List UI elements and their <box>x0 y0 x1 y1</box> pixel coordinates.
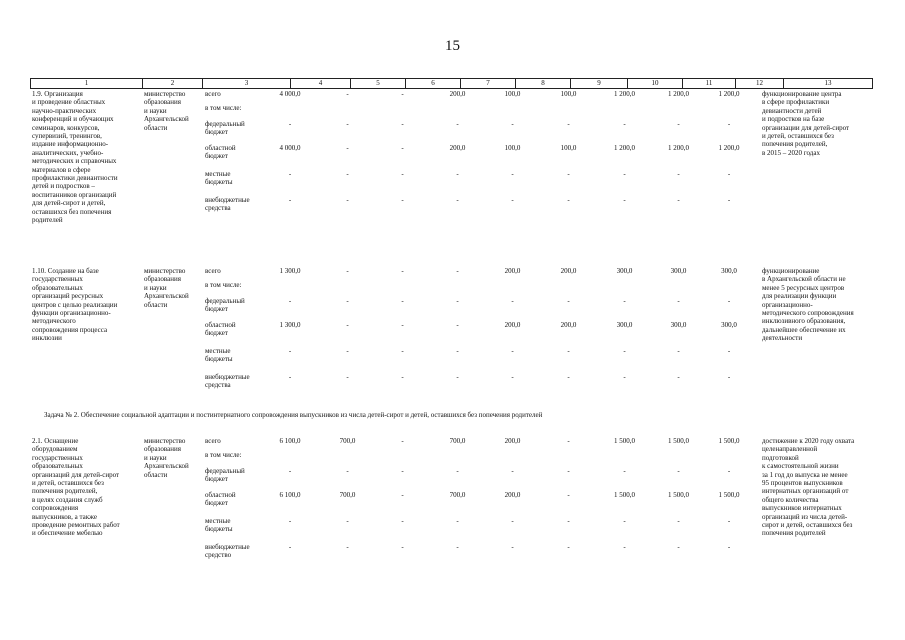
funding-value: 700,0 <box>449 437 466 445</box>
funding-value: - <box>401 120 404 128</box>
funding-source-label: областной бюджет <box>205 144 236 161</box>
funding-value: - <box>511 543 514 551</box>
funding-value: - <box>401 467 404 475</box>
funding-value: - <box>677 120 680 128</box>
funding-value: - <box>401 170 404 178</box>
funding-value: - <box>511 517 514 525</box>
funding-source-label: федеральный бюджет <box>205 467 245 484</box>
funding-value: 6 100,0 <box>279 491 301 499</box>
measure-result: достижение к 2020 году охвата целенаправленной подготовкой к самостоятельной жизни за 1 год до выпуска не менее 95 процентов выпускников интернатных организаций от общего количества выпускников интернатных организаций из числа детей- сирот и детей, оставшихся без попечения родителей <box>762 437 855 538</box>
funding-value: - <box>401 90 404 98</box>
funding-value: - <box>456 543 459 551</box>
funding-value: - <box>401 517 404 525</box>
funding-source-label: всего <box>205 267 221 275</box>
measure-result: функционирование центра в сфере профилактики девиантности детей и подростков на базе организации для детей-сирот и детей, оставшихся без попечения родителей, в 2015 – 2020 годах <box>762 90 850 157</box>
funding-value: - <box>567 437 570 445</box>
funding-value: - <box>727 196 731 204</box>
funding-value: - <box>456 517 459 525</box>
funding-value: - <box>346 144 349 152</box>
funding-value: - <box>288 347 292 355</box>
funding-value: 1 500,0 <box>718 437 740 445</box>
measure-name: 1.10. Создание на базе государственных образовательных организаций ресурсных центров с целью реализации функции организационно- методического сопровождения процесса инклюзии <box>32 267 118 343</box>
funding-source-label: внебюджетные средство <box>205 543 250 560</box>
funding-value: - <box>288 373 292 381</box>
funding-value: 700,0 <box>449 491 466 499</box>
funding-value: - <box>401 373 404 381</box>
funding-value: - <box>401 321 404 329</box>
funding-value: 100,0 <box>504 90 521 98</box>
funding-value: - <box>288 517 292 525</box>
funding-value: - <box>288 297 292 305</box>
funding-value: - <box>401 267 404 275</box>
funding-value: 1 300,0 <box>279 321 301 329</box>
funding-value: 6 100,0 <box>279 437 301 445</box>
funding-value: - <box>401 297 404 305</box>
funding-value: - <box>456 347 459 355</box>
funding-value: - <box>677 517 680 525</box>
funding-value: - <box>511 297 514 305</box>
funding-value: - <box>346 321 349 329</box>
funding-value: - <box>677 347 680 355</box>
funding-value: - <box>401 491 404 499</box>
funding-value: 200,0 <box>504 267 521 275</box>
funding-value: - <box>623 467 626 475</box>
funding-value: 1 200,0 <box>718 144 740 152</box>
measure-result: функционирование в Архангельской области не менее 5 ресурсных центров для реализации функции организационно- методического сопровождения инклюзивного образования, дальнейшее обеспечение их деятельности <box>762 267 854 343</box>
funding-value: - <box>677 170 680 178</box>
funding-value: 200,0 <box>449 144 466 152</box>
funding-value: 1 200,0 <box>614 90 635 98</box>
funding-value: 1 200,0 <box>668 144 689 152</box>
funding-value: 200,0 <box>504 491 521 499</box>
funding-value: - <box>511 347 514 355</box>
funding-value: - <box>727 170 731 178</box>
funding-value: - <box>346 196 349 204</box>
funding-value: - <box>288 467 292 475</box>
funding-value: - <box>288 543 292 551</box>
funding-source-label: внебюджетные средства <box>205 373 250 390</box>
funding-source-label: областной бюджет <box>205 321 236 338</box>
funding-value: - <box>401 437 404 445</box>
funding-value: - <box>288 120 292 128</box>
funding-value: 300,0 <box>616 267 633 275</box>
funding-value: 300,0 <box>670 267 687 275</box>
funding-value: - <box>346 347 349 355</box>
column-header: 8 <box>515 79 570 88</box>
funding-value: - <box>456 373 459 381</box>
funding-value: 1 200,0 <box>614 144 635 152</box>
funding-value: - <box>567 543 570 551</box>
funding-value: - <box>727 467 731 475</box>
funding-value: - <box>346 297 349 305</box>
funding-source-label: местные бюджеты <box>205 347 233 364</box>
funding-value: - <box>677 467 680 475</box>
funding-value: 700,0 <box>339 437 356 445</box>
funding-value: - <box>346 517 349 525</box>
funding-value: - <box>511 120 514 128</box>
funding-value: - <box>567 196 570 204</box>
funding-value: - <box>727 120 731 128</box>
funding-value: - <box>727 347 731 355</box>
funding-value: - <box>346 120 349 128</box>
funding-source-label: местные бюджеты <box>205 170 233 187</box>
column-header: 5 <box>350 79 405 88</box>
funding-value: - <box>456 170 459 178</box>
funding-value: - <box>727 517 731 525</box>
funding-value: - <box>288 196 292 204</box>
funding-value: - <box>567 120 570 128</box>
funding-value: - <box>456 297 459 305</box>
funding-value: 4 000,0 <box>279 90 301 98</box>
funding-value: - <box>623 373 626 381</box>
funding-value: 200,0 <box>560 321 577 329</box>
funding-value: - <box>623 196 626 204</box>
column-header: 3 <box>202 79 290 88</box>
funding-value: - <box>511 467 514 475</box>
funding-source-label: внебюджетные средства <box>205 196 250 213</box>
funding-source-label: федеральный бюджет <box>205 120 245 137</box>
funding-value: - <box>567 467 570 475</box>
funding-value: 100,0 <box>504 144 521 152</box>
funding-source-label: областной бюджет <box>205 491 236 508</box>
column-header: 10 <box>627 79 682 88</box>
column-header: 11 <box>682 79 735 88</box>
funding-value: - <box>456 267 459 275</box>
column-header: 12 <box>735 79 783 88</box>
funding-value: - <box>346 543 349 551</box>
funding-value: - <box>567 170 570 178</box>
funding-value: - <box>677 196 680 204</box>
funding-value: 1 200,0 <box>668 90 689 98</box>
funding-value: - <box>456 321 459 329</box>
funding-value: - <box>623 120 626 128</box>
funding-value: - <box>677 297 680 305</box>
funding-value: 1 500,0 <box>668 437 689 445</box>
funding-value: 200,0 <box>504 321 521 329</box>
funding-value: 1 500,0 <box>614 491 635 499</box>
funding-value: - <box>346 170 349 178</box>
funding-value: - <box>288 170 292 178</box>
funding-source-label: всего <box>205 90 221 98</box>
funding-value: 1 500,0 <box>718 491 740 499</box>
funding-source-label: в том числе: <box>205 451 242 459</box>
measure-executor: министерство образования и науки Архангельской области <box>144 90 189 132</box>
column-header: 1 <box>30 79 142 88</box>
funding-value: 1 300,0 <box>279 267 301 275</box>
funding-value: 4 000,0 <box>279 144 301 152</box>
measure-name: 1.9. Организация и проведение областных научно-практических конференций и обучающих семинаров, конкурсов, супервизий, тренингов, издание информационно- аналитических, учебно- методических и справочных материалов в сфере профилактики девиантности детей и подростков – воспитанников организаций для детей-сирот и детей, оставшихся без попечения родителей <box>32 90 118 225</box>
funding-value: - <box>401 347 404 355</box>
funding-value: - <box>511 170 514 178</box>
funding-source-label: в том числе: <box>205 104 242 112</box>
column-header: 9 <box>570 79 627 88</box>
funding-value: - <box>567 517 570 525</box>
funding-value: - <box>677 373 680 381</box>
funding-value: - <box>346 467 349 475</box>
funding-value: 100,0 <box>560 90 577 98</box>
funding-value: 200,0 <box>504 437 521 445</box>
funding-value: - <box>727 297 731 305</box>
measure-executor: министерство образования и науки Архангельской области <box>144 437 189 479</box>
funding-value: - <box>623 347 626 355</box>
funding-source-label: всего <box>205 437 221 445</box>
funding-value: - <box>401 196 404 204</box>
funding-value: - <box>623 297 626 305</box>
column-header: 13 <box>783 79 873 88</box>
measure-executor: министерство образования и науки Архангельской области <box>144 267 189 309</box>
funding-value: - <box>567 373 570 381</box>
funding-value: 1 200,0 <box>718 90 740 98</box>
funding-value: - <box>623 170 626 178</box>
funding-value: 200,0 <box>449 90 466 98</box>
funding-value: 300,0 <box>721 267 737 275</box>
page-number: 15 <box>445 38 460 54</box>
funding-value: - <box>567 347 570 355</box>
funding-value: - <box>456 196 459 204</box>
funding-source-label: в том числе: <box>205 281 242 289</box>
funding-value: - <box>456 467 459 475</box>
funding-value: 1 500,0 <box>668 491 689 499</box>
funding-value: - <box>346 90 349 98</box>
column-header: 7 <box>460 79 515 88</box>
funding-value: 100,0 <box>560 144 577 152</box>
funding-value: - <box>401 144 404 152</box>
funding-value: - <box>511 196 514 204</box>
funding-source-label: федеральный бюджет <box>205 297 245 314</box>
funding-value: - <box>346 373 349 381</box>
measure-name: 2.1. Оснащение оборудованием государственных образовательных организаций для детей-сирот и детей, оставшихся без попечения родителей, в целях создания служб сопровождения выпускников, а также проведение ремонтных работ и обеспечение мебелью <box>32 437 120 538</box>
column-header: 6 <box>405 79 460 88</box>
column-header: 4 <box>290 79 350 88</box>
funding-value: 300,0 <box>670 321 687 329</box>
funding-value: - <box>511 373 514 381</box>
funding-value: - <box>677 543 680 551</box>
task-heading: Задача № 2. Обеспечение социальной адаптации и постинтернатного сопровождения выпускников из числа детей-сирот и детей, оставшихся без попечения родителей <box>44 411 543 419</box>
funding-value: - <box>727 543 731 551</box>
funding-source-label: местные бюджеты <box>205 517 233 534</box>
funding-value: - <box>346 267 349 275</box>
column-header: 2 <box>142 79 202 88</box>
funding-value: - <box>727 373 731 381</box>
funding-value: 1 500,0 <box>614 437 635 445</box>
funding-value: - <box>623 517 626 525</box>
funding-value: - <box>401 543 404 551</box>
funding-value: - <box>567 491 570 499</box>
funding-value: - <box>567 297 570 305</box>
funding-value: 300,0 <box>721 321 737 329</box>
funding-value: - <box>456 120 459 128</box>
funding-value: 700,0 <box>339 491 356 499</box>
funding-value: - <box>623 543 626 551</box>
funding-value: 200,0 <box>560 267 577 275</box>
funding-value: 300,0 <box>616 321 633 329</box>
table-header-row <box>30 78 873 89</box>
